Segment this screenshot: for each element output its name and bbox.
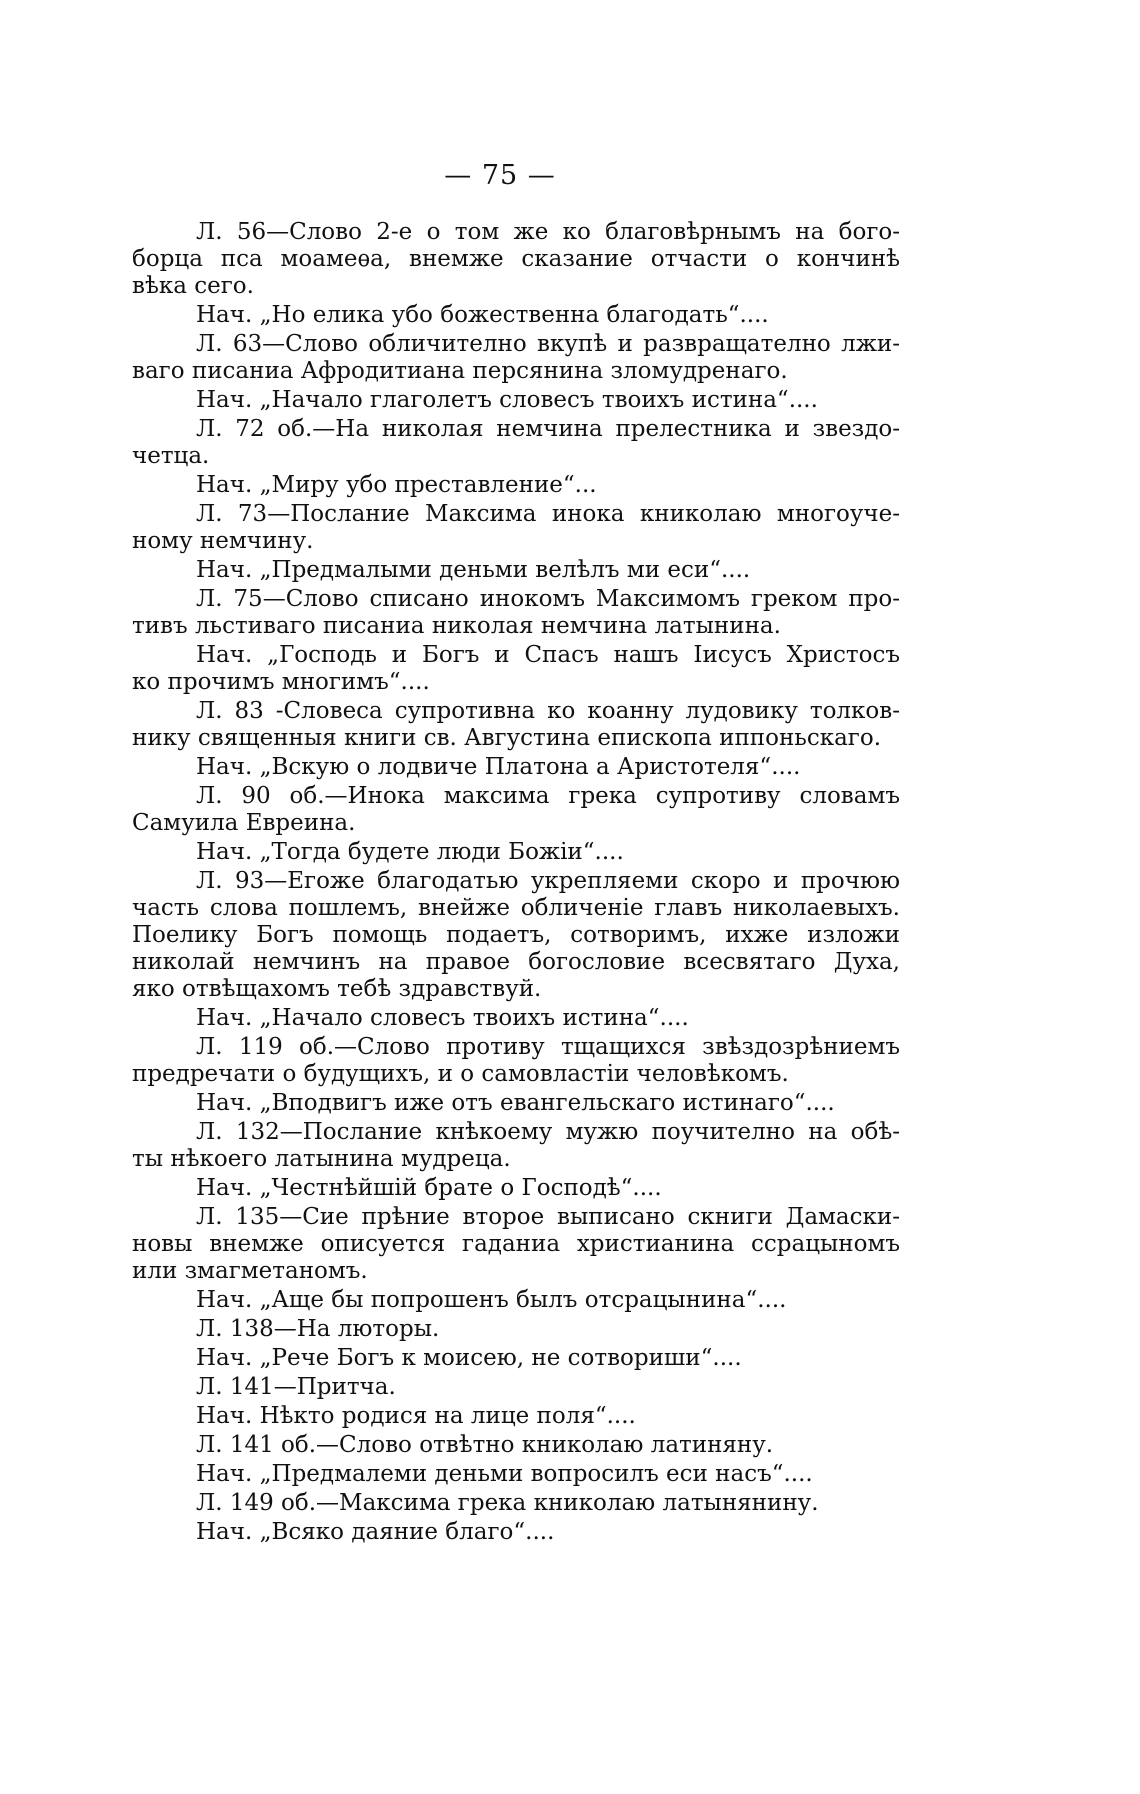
catalog-entry	[132, 1316, 900, 1343]
entry-line: Л. 56—Слово 2-е о том же ко благовѣрнымъ на бого-	[196, 219, 900, 245]
catalog-entry	[132, 1119, 900, 1173]
catalog-entry	[132, 557, 900, 584]
catalog-entry	[132, 416, 900, 470]
entry-line: предречати о будущихъ, и о самовластіи человѣкомъ.	[132, 1061, 789, 1087]
entry-line: Самуила Евреина.	[132, 810, 356, 836]
entry-line: Л. 132—Послание кнѣкоему мужю поучително на обѣ-	[196, 1119, 900, 1145]
catalog-entry	[132, 1374, 900, 1401]
page-number: — 75 —	[444, 160, 556, 191]
catalog-entry	[132, 1345, 900, 1372]
entry-line: Л. 90 об.—Инока максима грека супротиву словамъ	[196, 783, 900, 809]
entry-line: Л. 72 об.—На николая немчина прелестника и звездо-	[196, 416, 900, 442]
catalog-entry	[132, 1519, 900, 1546]
catalog-entry	[132, 1005, 900, 1032]
entry-line: Нач. „Аще бы попрошенъ былъ отсрацынина“....	[196, 1287, 787, 1313]
entry-line: николай немчинъ на правое богословие всесвятаго Духа,	[132, 949, 900, 975]
catalog-entry	[132, 839, 900, 866]
entry-line: яко отвѣщахомъ тебѣ здравствуй.	[132, 976, 542, 1002]
catalog-entry	[132, 501, 900, 555]
entry-line: Нач. „Начало глаголетъ словесъ твоихъ истина“....	[196, 387, 818, 413]
entry-line: ко прочимъ многимъ“....	[132, 669, 430, 695]
entry-line: Нач. „Предмалеми деньми вопросилъ еси насъ“....	[196, 1461, 813, 1487]
entry-line: Нач. „Честнѣйшій брате о Господѣ“....	[196, 1175, 662, 1201]
entry-line: Нач. „Всяко даяние благо“....	[196, 1519, 555, 1545]
entry-line: Нач. „Но елика убо божественна благодать“....	[196, 302, 769, 328]
entry-line: ваго писаниа Афродитиана персянина зломудренаго.	[132, 358, 788, 384]
catalog-entry	[132, 1490, 900, 1517]
entry-line: Л. 75—Слово списано инокомъ Максимомъ греком про-	[196, 586, 900, 612]
entry-line: Л. 83 -Словеса супротивна ко коанну лудовику толков-	[196, 698, 900, 724]
catalog-entry	[132, 1034, 900, 1088]
entry-line: Поелику Богъ помощь подаетъ, сотворимъ, ихже изложи	[132, 922, 900, 948]
entry-line: Нач. „Миру убо преставление“...	[196, 472, 597, 498]
entry-line: часть слова пошлемъ, внейже обличеніе главъ николаевыхъ.	[132, 895, 900, 921]
catalog-entry	[132, 1287, 900, 1314]
catalog-entry	[132, 783, 900, 837]
entry-line: борца пса моамеѳа, внемже сказание отчасти о кончинѣ	[132, 246, 900, 272]
entry-line: Нач. „Вскую о лодвиче Платона а Аристотеля“....	[196, 754, 801, 780]
entry-line: Л. 138—На люторы.	[196, 1316, 440, 1342]
entry-line: Л. 135—Сие прѣние второе выписано скниги Дамаски-	[196, 1204, 900, 1230]
catalog-entry	[132, 302, 900, 329]
entry-line: Нач. „Предмалыми деньми велѣлъ ми еси“....	[196, 557, 751, 583]
catalog-entry	[132, 1204, 900, 1285]
entry-line: нику священныя книги св. Августина епископа иппоньскаго.	[132, 725, 882, 751]
entry-line: новы внемже описуется гаданиа христианина ссрацыномъ	[132, 1231, 900, 1257]
catalog-entry	[132, 472, 900, 499]
entry-line: Л. 141—Притча.	[196, 1374, 396, 1400]
entry-line: Нач. „Рече Богъ к моисею, не сотвориши“....	[196, 1345, 742, 1371]
entry-line: Л. 141 об.—Слово отвѣтно книколаю латиняну.	[196, 1432, 774, 1458]
entry-line: Л. 119 об.—Слово противу тщащихся звѣздозрѣниемъ	[196, 1034, 900, 1060]
entry-line: ты нѣкоего латынина мудреца.	[132, 1146, 511, 1172]
catalog-entry	[132, 868, 900, 1003]
catalog-entry	[132, 754, 900, 781]
entry-line: Л. 63—Слово обличително вкупѣ и развращателно лжи-	[196, 331, 900, 357]
entry-line: Л. 73—Послание Максима инока книколаю многоуче-	[196, 501, 900, 527]
entry-line: тивъ льстиваго писаниа николая немчина латынина.	[132, 613, 781, 639]
catalog-entry	[132, 1432, 900, 1459]
entry-line: Л. 93—Егоже благодатью укрепляеми скоро и прочюю	[196, 868, 900, 894]
entry-line: Л. 149 об.—Максима грека книколаю латынянину.	[196, 1490, 819, 1516]
catalog-entry	[132, 1090, 900, 1117]
entry-line: или змагметаномъ.	[132, 1258, 368, 1284]
catalog-entry	[132, 642, 900, 696]
catalog-entry	[132, 387, 900, 414]
catalog-entry	[132, 1461, 900, 1488]
entry-line: Нач. Нѣкто родися на лице поля“....	[196, 1403, 636, 1429]
catalog-entry	[132, 698, 900, 752]
catalog-entry	[132, 331, 900, 385]
entry-line: Нач. „Вподвигъ иже отъ евангельскаго истинаго“....	[196, 1090, 835, 1116]
catalog-text	[132, 219, 900, 1546]
entry-line: вѣка сего.	[132, 273, 254, 299]
catalog-entry	[132, 586, 900, 640]
entry-line: Нач. „Господь и Богъ и Спасъ нашъ Іисусъ Христосъ	[196, 642, 900, 668]
catalog-entry	[132, 219, 900, 300]
entry-line: Нач. „Тогда будете люди Божіи“....	[196, 839, 624, 865]
entry-line: ному немчину.	[132, 528, 314, 554]
entry-line: Нач. „Начало словесъ твоихъ истина“....	[196, 1005, 689, 1031]
catalog-entry	[132, 1175, 900, 1202]
entry-line: четца.	[132, 443, 210, 469]
catalog-entry	[132, 1403, 900, 1430]
